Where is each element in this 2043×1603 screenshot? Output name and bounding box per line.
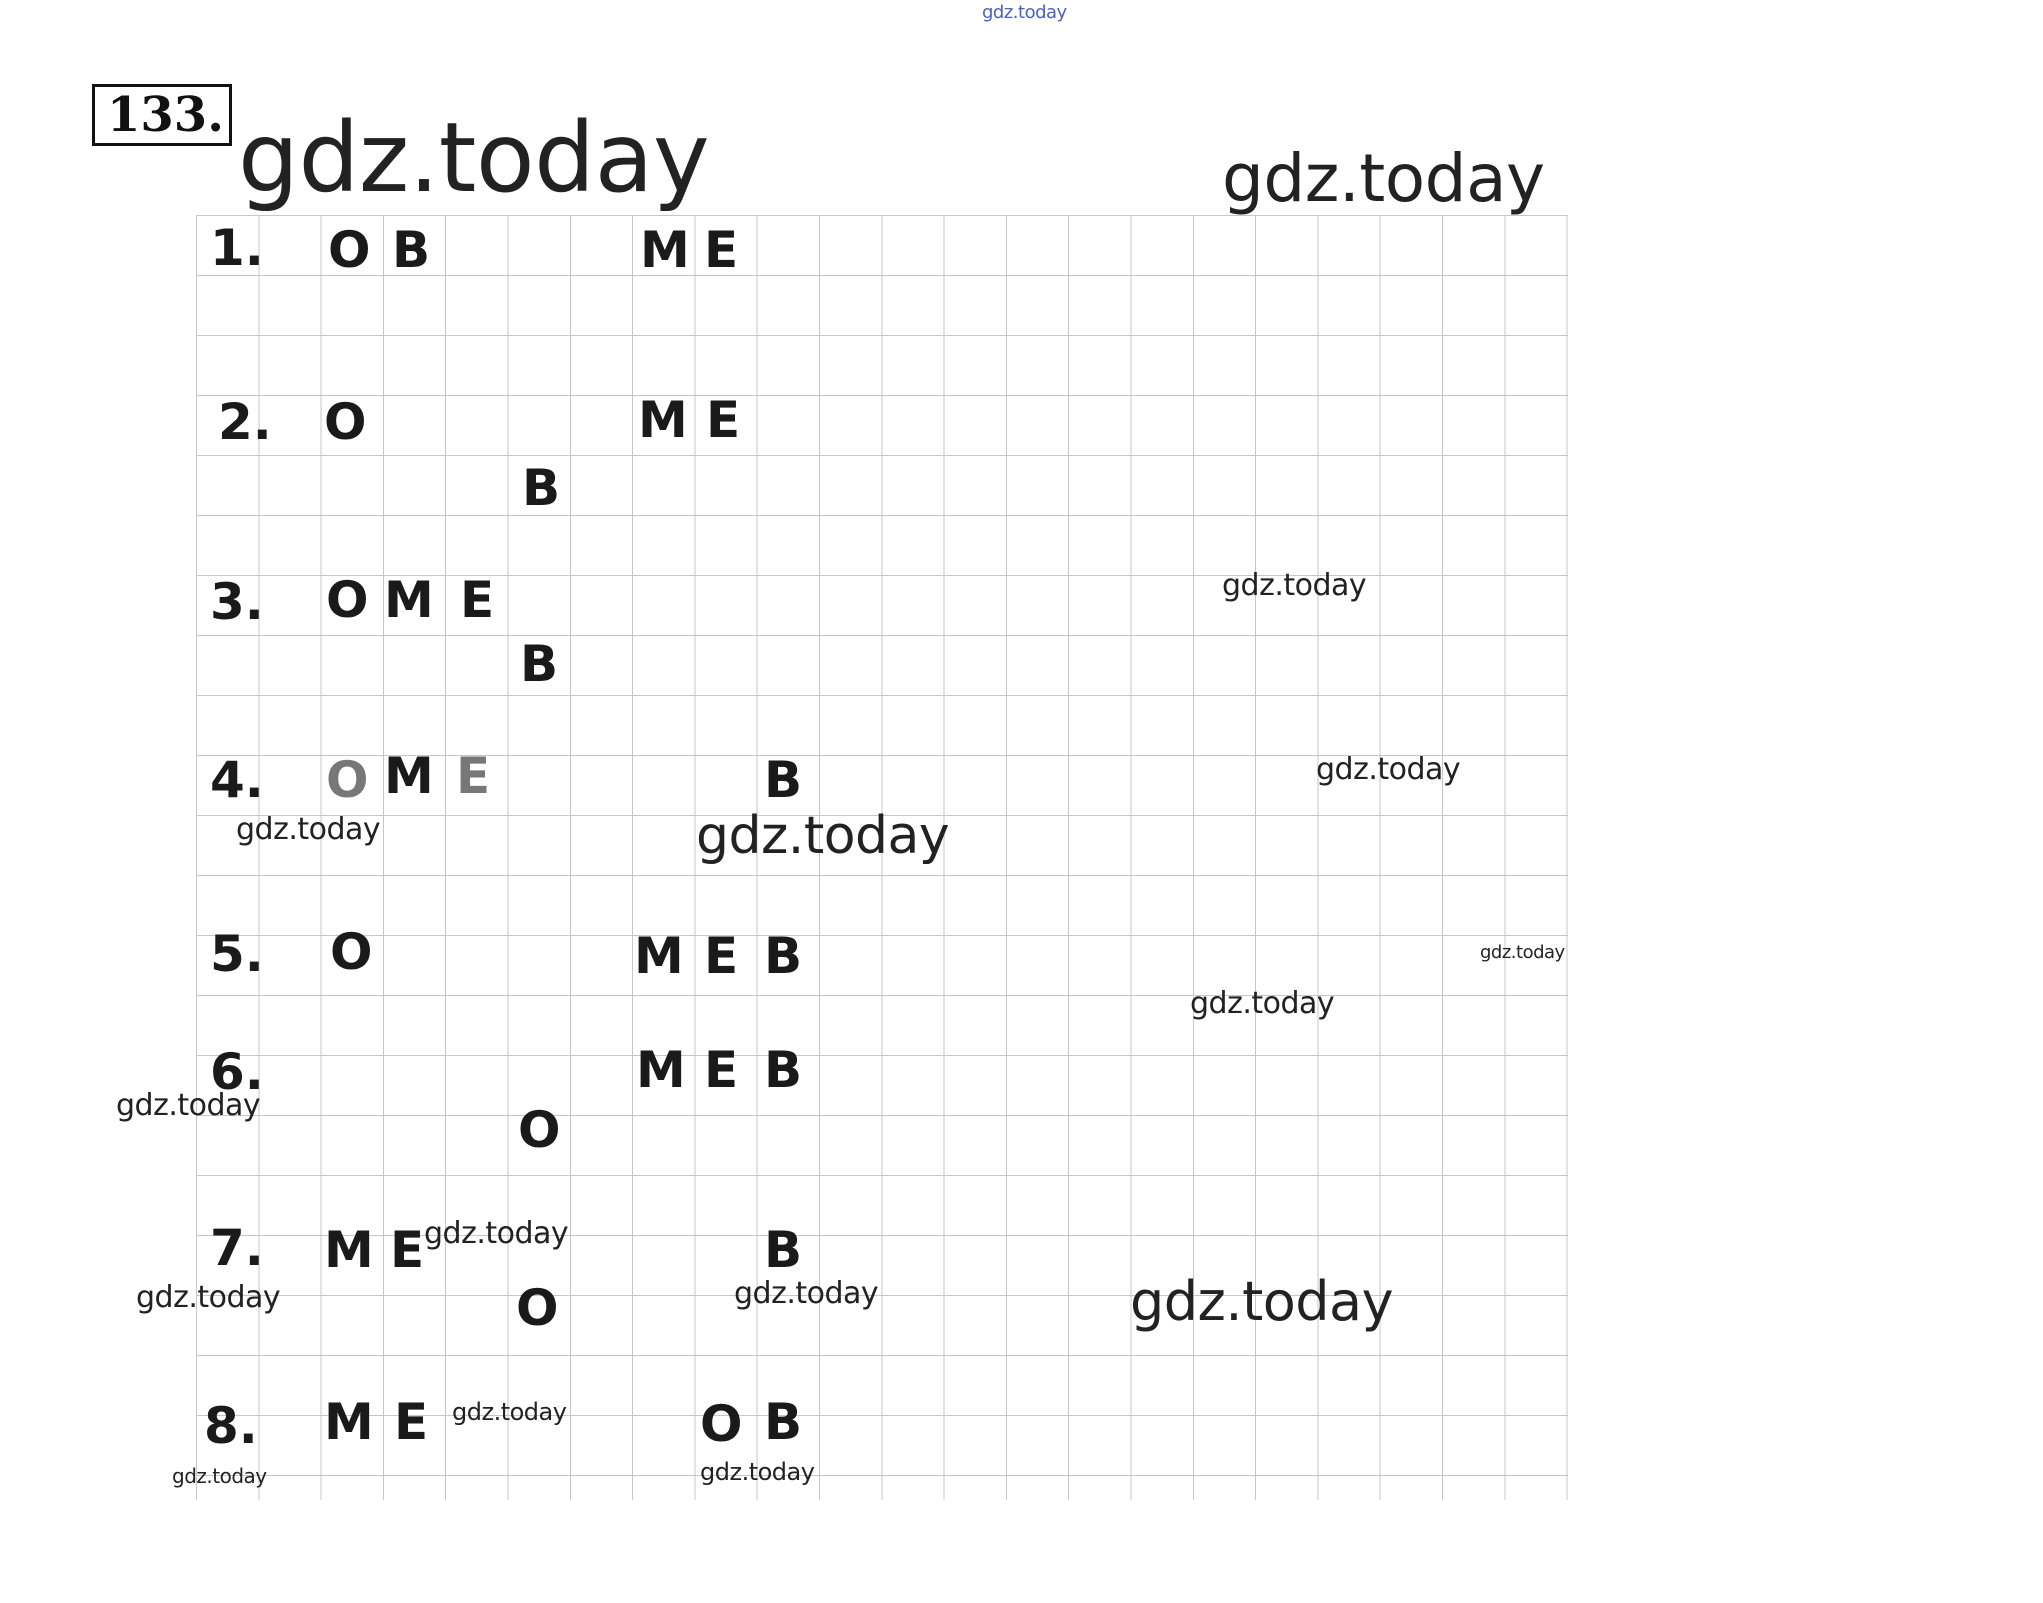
letter: M	[638, 391, 688, 449]
watermark: gdz.today	[424, 1216, 569, 1251]
letter: B	[764, 927, 803, 985]
watermark: gdz.today	[1190, 986, 1335, 1021]
letter: B	[522, 459, 561, 517]
row-number: 1.	[210, 219, 264, 277]
letter: M	[324, 1393, 374, 1451]
letter: E	[390, 1221, 425, 1279]
row-number: 7.	[210, 1219, 264, 1277]
letter: O	[328, 221, 371, 279]
row-number: 6.	[210, 1043, 264, 1101]
letter: O	[326, 571, 369, 629]
letter: M	[324, 1221, 374, 1279]
watermark: gdz.today	[116, 1088, 261, 1123]
letter: B	[764, 1041, 803, 1099]
letter: B	[392, 221, 431, 279]
watermark: gdz.today	[1130, 1270, 1394, 1333]
letter: O	[324, 393, 367, 451]
watermark: gdz.today	[734, 1276, 879, 1311]
watermark: gdz.today	[1480, 942, 1565, 963]
watermark: gdz.today	[1316, 752, 1461, 787]
letter: B	[764, 1221, 803, 1279]
watermark: gdz.today	[1222, 140, 1545, 217]
row-number: 4.	[210, 751, 264, 809]
letter: B	[764, 1393, 803, 1451]
watermark: gdz.today	[696, 806, 950, 866]
letter: M	[384, 747, 434, 805]
letter: O	[516, 1279, 559, 1337]
row-number: 8.	[204, 1397, 258, 1455]
letter: E	[456, 747, 491, 805]
letter: M	[384, 571, 434, 629]
row-number: 5.	[210, 925, 264, 983]
letter: M	[640, 221, 690, 279]
watermark: gdz.today	[238, 102, 710, 214]
watermark: gdz.today	[1222, 568, 1367, 603]
letter: E	[460, 571, 495, 629]
letter: B	[520, 635, 559, 693]
letter: E	[394, 1393, 429, 1451]
problem-number: 133.	[92, 84, 232, 146]
letter: M	[636, 1041, 686, 1099]
letter: O	[326, 751, 369, 809]
letter: M	[634, 927, 684, 985]
row-number: 2.	[218, 393, 272, 451]
letter: E	[704, 1041, 739, 1099]
watermark: gdz.today	[236, 812, 381, 847]
watermark: gdz.today	[982, 2, 1067, 23]
watermark: gdz.today	[700, 1458, 815, 1486]
letter: O	[700, 1395, 743, 1453]
watermark: gdz.today	[172, 1464, 267, 1488]
letter: E	[704, 221, 739, 279]
letter: E	[706, 391, 741, 449]
letter: B	[764, 751, 803, 809]
watermark: gdz.today	[136, 1280, 281, 1315]
letter: O	[518, 1101, 561, 1159]
watermark: gdz.today	[452, 1398, 567, 1426]
row-number: 3.	[210, 573, 264, 631]
letter: E	[704, 927, 739, 985]
letter: O	[330, 923, 373, 981]
